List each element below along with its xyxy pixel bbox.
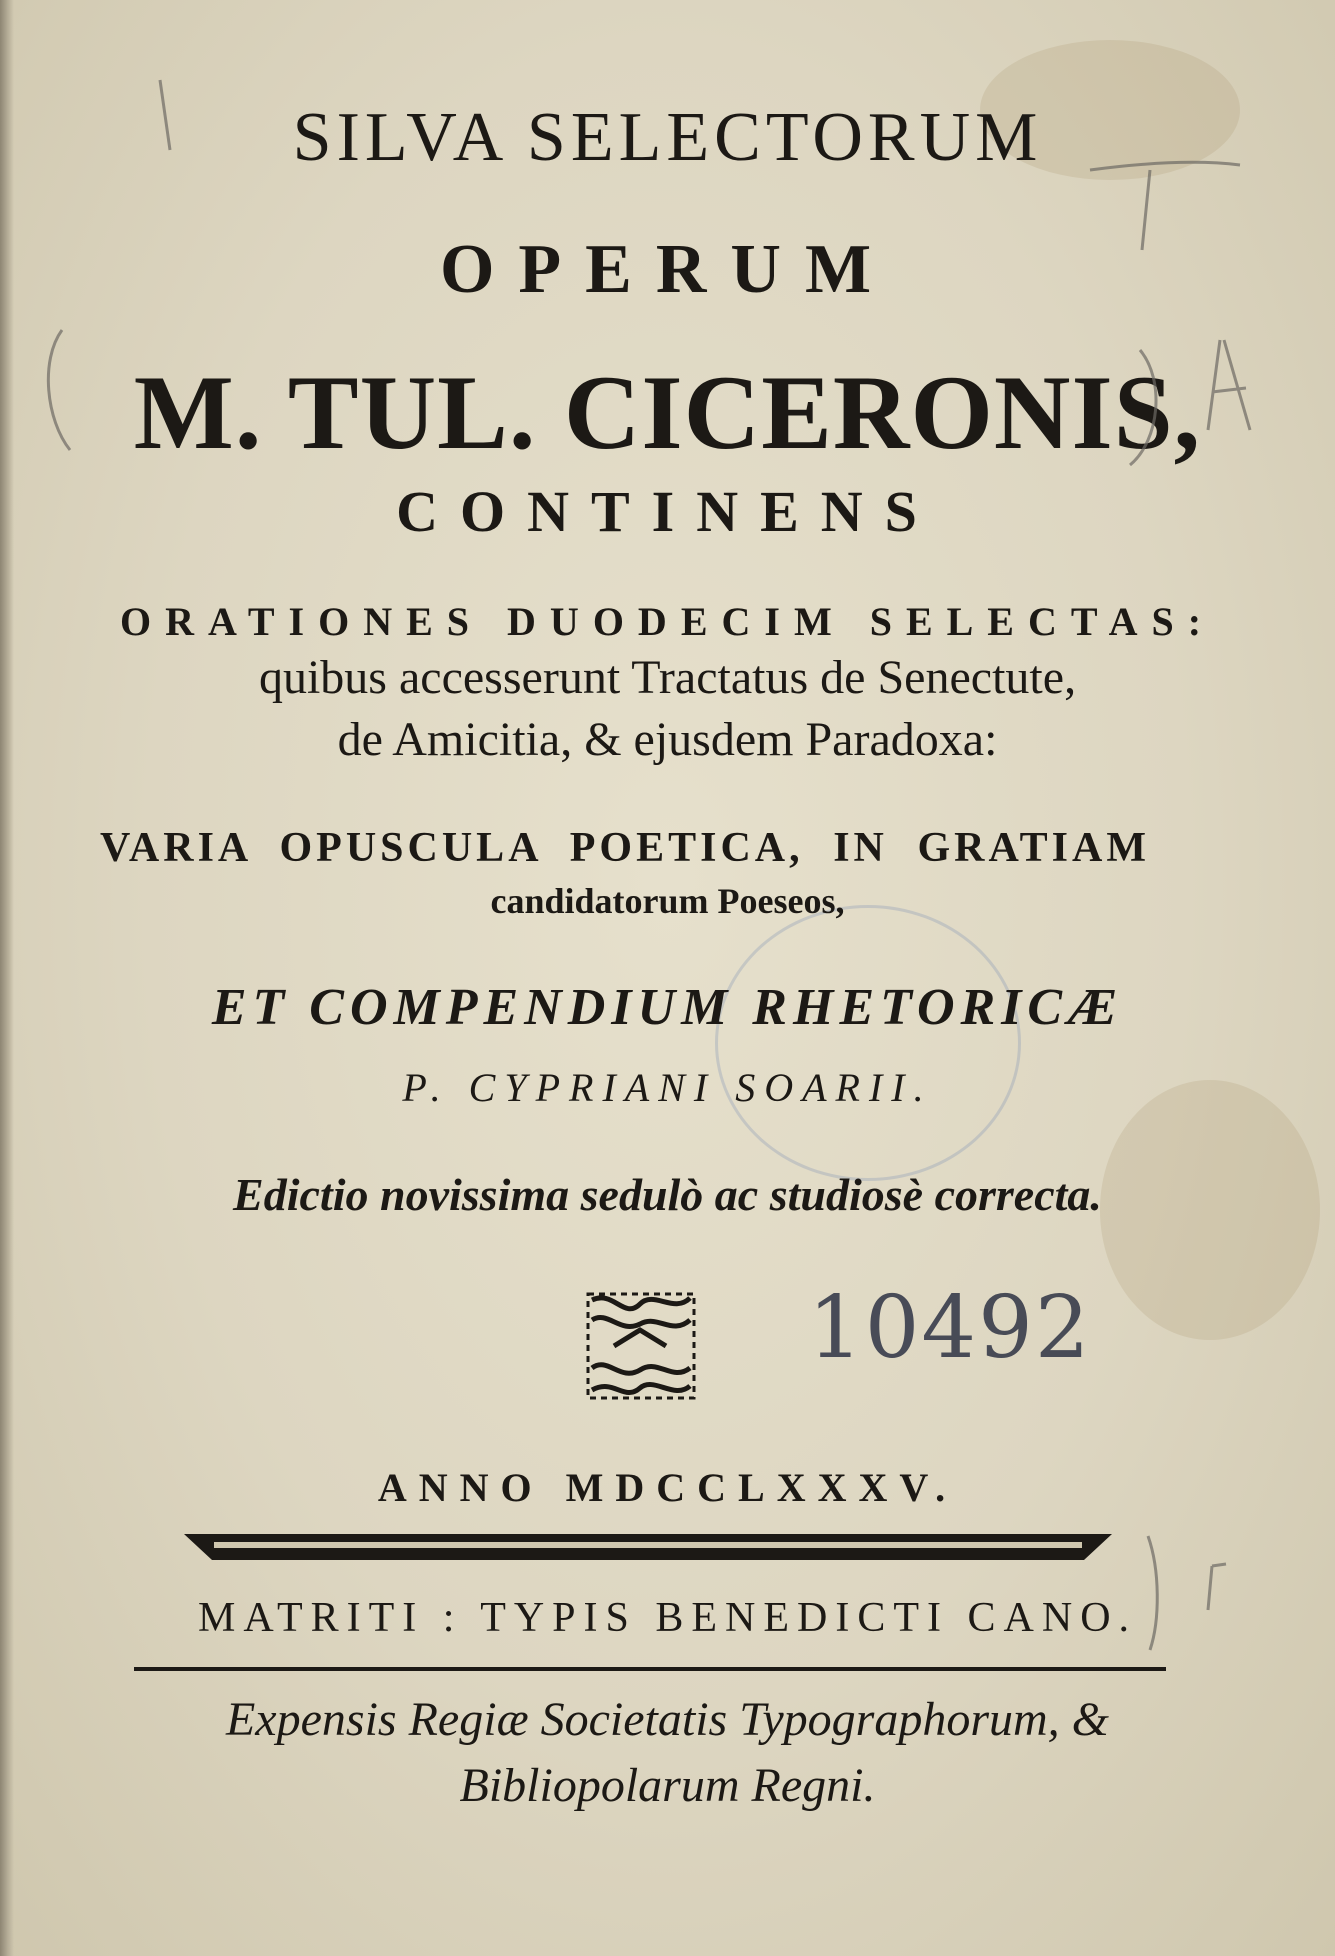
contents-poeseos: candidatorum Poeseos, <box>490 881 845 921</box>
contents-opuscula-poetica: VARIA OPUSCULA POETICA, IN GRATIAM <box>100 825 1150 871</box>
imprint-year: ANNO MDCCLXXXV. <box>377 1465 958 1510</box>
printers-ornament-icon <box>584 1290 698 1402</box>
title-line-silva-selectorum: SILVA SELECTORUM <box>292 99 1043 176</box>
thin-rule <box>134 1664 1166 1674</box>
contents-compendium: ET COMPENDIUM RHETORICÆ <box>211 979 1124 1036</box>
contents-amicitia: de Amicitia, & ejusdem Paradoxa: <box>337 713 998 766</box>
imprint-printer: MATRITI : TYPIS BENEDICTI CANO. <box>197 1595 1138 1641</box>
edition-statement: Edictio novissima sedulò ac studiosè correcta. <box>233 1169 1102 1220</box>
compendium-author: P. CYPRIANI SOARII. <box>402 1065 933 1110</box>
title-line-author: M. TUL. CICERONIS, <box>133 354 1202 471</box>
inventory-stamp-number: 10492 <box>808 1278 1092 1378</box>
title-line-continens: CONTINENS <box>396 479 939 544</box>
contents-orationes: ORATIONES DUODECIM SELECTAS: <box>119 599 1216 644</box>
title-line-operum: OPERUM <box>439 231 896 308</box>
decorative-rule <box>184 1532 1112 1562</box>
expensis-line-1: Expensis Regiæ Societatis Typographorum, & <box>225 1693 1110 1746</box>
faded-library-stamp <box>715 905 1021 1181</box>
contents-tractatus: quibus accesserunt Tractatus de Senectute, <box>258 651 1077 704</box>
expensis-line-2: Bibliopolarum Regni. <box>459 1759 876 1812</box>
